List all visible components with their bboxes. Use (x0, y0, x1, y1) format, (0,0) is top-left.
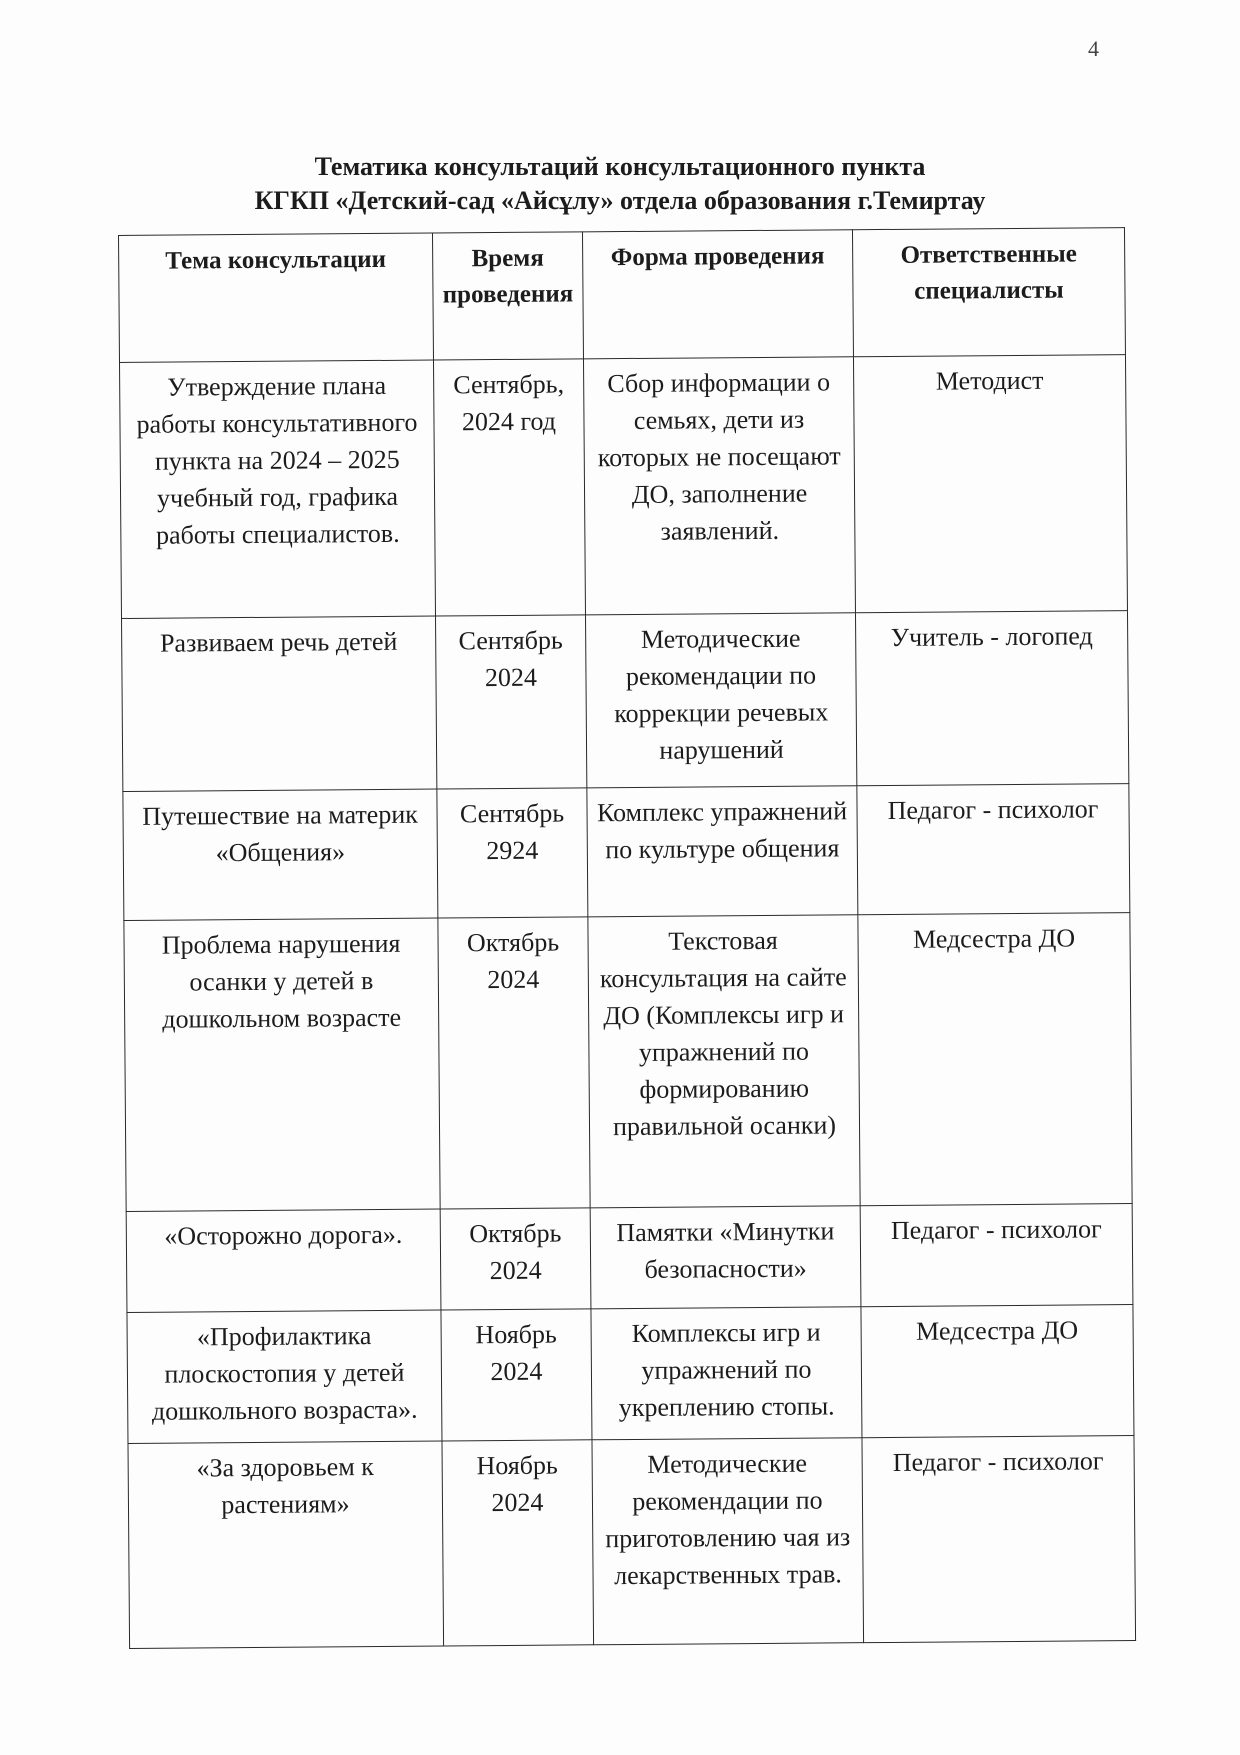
cell-time: Сентябрь 2924 (437, 788, 588, 918)
cell-form: Текстовая консультация на сайте ДО (Комплексы игр и упражнений по формированию правильной осанки) (588, 915, 860, 1208)
cell-responsible: Педагог - психолог (862, 1436, 1136, 1643)
header-time: Время проведения (432, 232, 583, 360)
cell-form: Комплекс упражнений по культуре общения (587, 786, 858, 917)
cell-time: Октябрь 2024 (440, 1208, 591, 1310)
cell-responsible: Педагог - психолог (857, 784, 1130, 915)
cell-topic: «Профилактика плоскостопия у детей дошкольного возраста». (127, 1310, 442, 1443)
page-number: 4 (1088, 36, 1099, 61)
cell-time: Октябрь 2024 (438, 917, 590, 1209)
table-row (123, 784, 1130, 921)
cell-topic: Развиваем речь детей (122, 616, 437, 791)
cell-form: Методические рекомендации по коррекции речевых нарушений (585, 613, 856, 788)
cell-time: Сентябрь 2024 (436, 615, 587, 789)
cell-time: Сентябрь, 2024 год (433, 359, 585, 616)
title-line-1: Тематика консультаций консультационного пункта (314, 152, 926, 181)
document-title (0, 150, 1240, 218)
table-header-row (119, 228, 1126, 363)
cell-form: Памятки «Минутки безопасности» (590, 1206, 861, 1309)
cell-topic: Проблема нарушения осанки у детей в дошкольном возрасте (124, 918, 440, 1211)
cell-responsible: Методист (853, 355, 1127, 613)
header-responsible: Ответственные специалисты (852, 228, 1125, 357)
cell-topic: «Осторожно дорога». (126, 1209, 441, 1312)
table-row (128, 1436, 1136, 1649)
cell-time: Ноябрь 2024 (441, 1309, 592, 1441)
cell-time: Ноябрь 2024 (442, 1440, 594, 1646)
table-row (120, 355, 1128, 619)
cell-form: Комплексы игр и упражнений по укреплению стопы. (591, 1307, 862, 1440)
cell-form: Сбор информации о семьях, дети из которых не посещают ДО, заполнение заявлений. (583, 357, 855, 615)
header-topic: Тема консультации (119, 233, 434, 362)
cell-topic: Утверждение плана работы консультативного пункта на 2024 – 2025 учебный год, графика работы специалистов. (120, 360, 436, 618)
title-line-2: КГКП «Детский-сад «Айсұлу» отдела образования г.Темиртау (254, 186, 986, 215)
cell-responsible: Медсестра ДО (858, 913, 1132, 1206)
table-row (124, 913, 1132, 1212)
header-form: Форма проведения (582, 230, 853, 359)
cell-responsible: Учитель - логопед (855, 611, 1128, 786)
cell-topic: «За здоровьем к растениям» (128, 1441, 444, 1648)
consultation-schedule-table (118, 227, 1136, 1649)
table-row (127, 1305, 1134, 1444)
cell-responsible: Педагог - психолог (860, 1204, 1133, 1307)
cell-topic: Путешествие на материк «Общения» (123, 789, 438, 920)
cell-responsible: Медсестра ДО (861, 1305, 1134, 1438)
cell-form: Методические рекомендации по приготовлению чая из лекарственных трав. (592, 1438, 864, 1645)
table-row (122, 611, 1129, 792)
table-row (126, 1204, 1133, 1313)
